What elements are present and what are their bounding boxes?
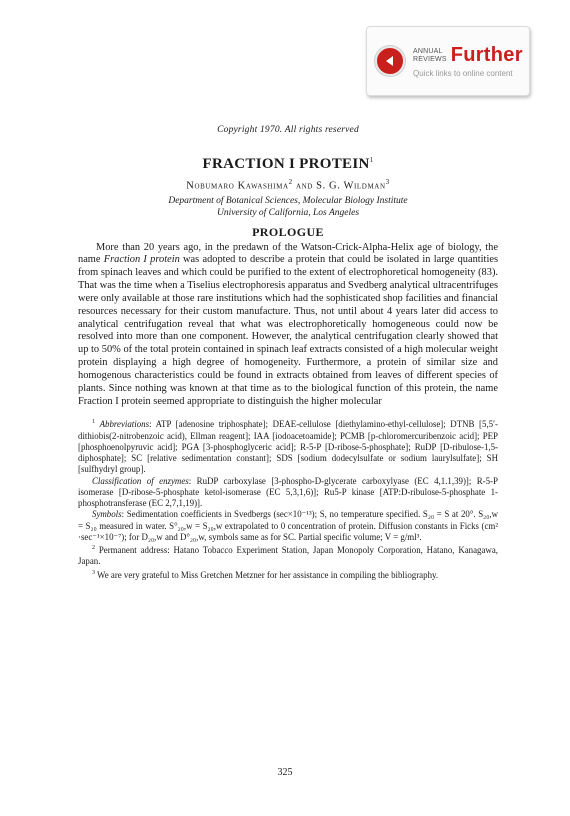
footnote: Classification of enzymes: RuDP carboxylase [3-phospho-D-glycerate carboxylyase (EC 4,1.1,39)]; R-5-P isomerase [D-ribose-5-phosphate ketol-isomerase (EC 5,3,1,6)]; Ru5-P kinase [ATP:D-ribulose-5-phosphate 1-phosphotransferase (EC 2,7,1,19)].	[78, 475, 498, 509]
further-label: Further	[450, 44, 523, 66]
footnote: $^3$ We are very grateful to Miss Gretchen Metzner for her assistance in compiling the bibliography.	[92, 569, 439, 580]
footnotes	[78, 417, 498, 580]
affiliation: Department of Botanical Sciences, Molecular Biology Institute University of California, Los Angeles	[168, 195, 408, 218]
footnote: Symbols: Sedimentation coefficients in Svedbergs (sec×10⁻¹³); S, no temperature specified. S₂₀ = S at 20°. S₂₀,w = S₂₀ measured in water. S°₂₀,w = S₂₀,w extrapolated to 0 concentration of protein. Diffusion constants in Ficks (cm² ·sec⁻¹×10⁻⁷); for D₂₀,w and D°₂₀,w, symbols same as for SC. Partial specific volume; V = g/ml³.	[78, 509, 498, 542]
footnote: $^2$ Permanent address: Hatano Tobacco Experiment Station, Japan Monopoly Corporation, Hatano, Kanagawa, Japan.	[78, 545, 498, 567]
badge-subtitle: Quick links to online content	[413, 69, 513, 78]
article-content	[78, 125, 498, 581]
annual-reviews-logo: ANNUAL REVIEWS	[413, 48, 447, 63]
arrow-left-icon	[375, 46, 405, 76]
footnote: $^1$ Abbreviations: ATP [adenosine triphosphate]; DEAE-cellulose [diethylamino-ethyl-cellulose]; DTNB [5,5′-dithiobis(2-nitrobenzoic acid), Ellman reagent]; IAA [iodoacetoamide]; PCMB [p-chloromercuribenzoic acid]; PEP [phosphoenolpyruvic acid]; PGA [3-phosphoglyceric acid]; R-5-P [D-ribose-5-phosphate]; RuDP [D-ribulose-1,5-diphosphate]; SC [relative sedimentation constant]; SDS [sodium dodecylsulfate or sodium laurylsulfate]; SH [sulfhydryl group].	[78, 419, 499, 475]
author-line: Nobumaro Kawashima$^2$ and S. G. Wildman$^3$	[186, 178, 390, 192]
copyright-line: Copyright 1970. All rights reserved	[217, 125, 359, 135]
author-name: Nobumaro Kawashima	[186, 180, 289, 192]
badge-text	[413, 44, 523, 78]
page-number: 325	[277, 767, 293, 778]
article-title: FRACTION I PROTEIN$^1$	[202, 156, 374, 172]
annual-reviews-further-badge[interactable]	[366, 26, 530, 96]
body-paragraph: More than 20 years ago, in the predawn of the Watson-Crick-Alpha-Helix age of biology, the name Fraction I protein was adopted to describe a protein that could be isolated in large quantities from spinach leaves and which could be purified to the extent of electrophoretical homogeneity (83). That was the time when a Tiselius electrophoresis apparatus and Svedberg analytical ultracentrifuges were only available at those rare institutions which had the sophisticated shop facilities and financial resources necessary for their custom manufacture. Thus, not until about 4 years later did access to analytical centrifugation reveal that what was electrophoretically homogeneous could now be resolved into more than one component. However, the analytical centrifugation clearly showed that up to 50% of the total protein contained in spinach leaf extracts consisted of a high molecular weight protein displaying a high degree of homogeneity. Furthermore, a protein of similar size and homogenous characteristics could be found in extracts obtained from leaves of different species of plants. Since nothing was known at that time as to the biological function of this protein, the name Fraction I protein seemed appropriate to distinguish the higher molecular	[78, 241, 498, 407]
section-heading: PROLOGUE	[252, 224, 324, 239]
author-name: S. G. Wildman	[316, 180, 386, 192]
